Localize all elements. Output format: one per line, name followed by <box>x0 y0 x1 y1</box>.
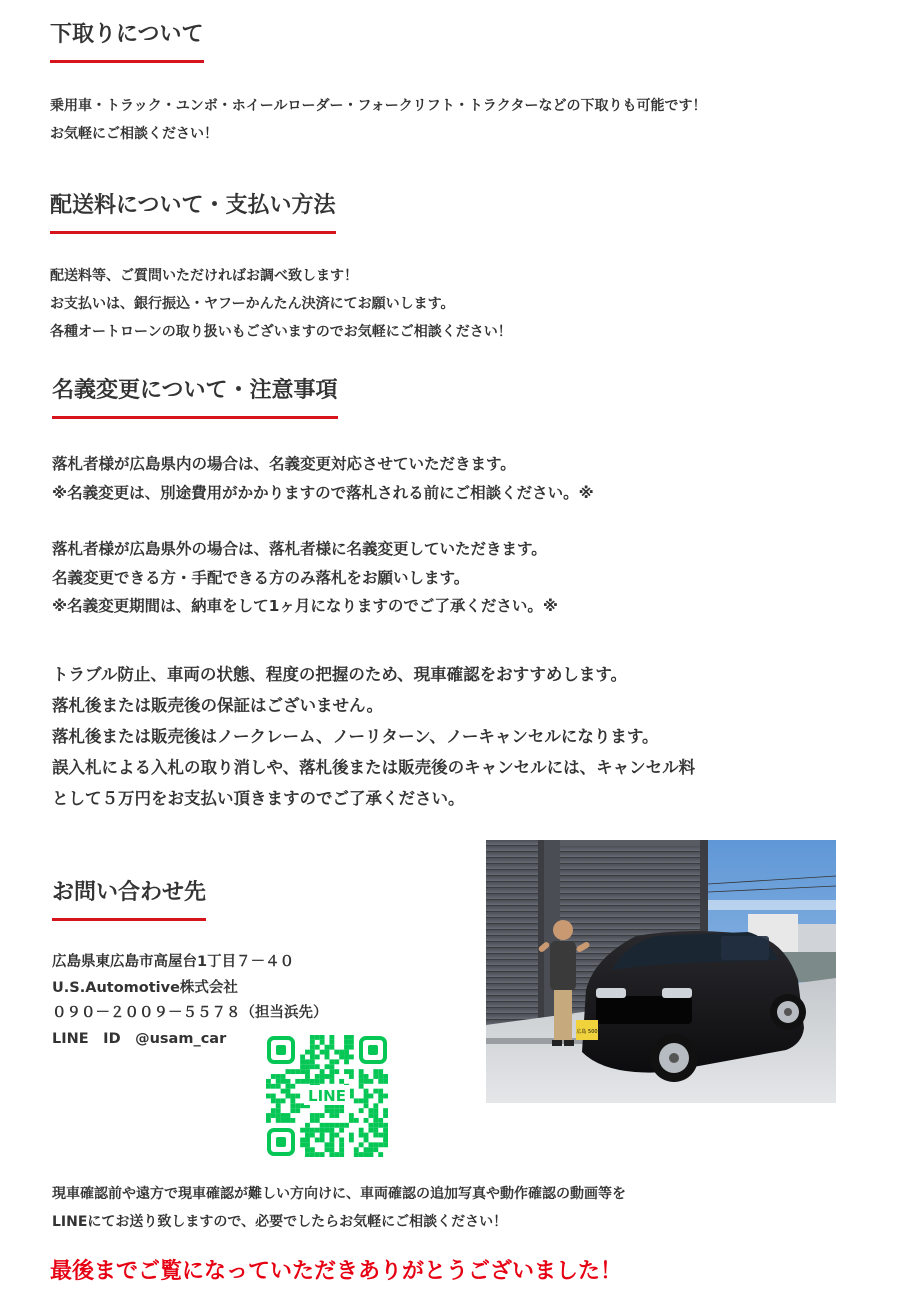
qr-module <box>368 1123 373 1128</box>
qr-module <box>286 1118 291 1123</box>
shipping-text <box>50 262 512 346</box>
qr-module <box>276 1084 281 1089</box>
qr-module <box>383 1074 388 1079</box>
text-line: お支払いは、銀行振込・ヤフーかんたん決済にてお願いします。 <box>50 296 455 312</box>
qr-module <box>290 1084 295 1089</box>
qr-module <box>368 1147 373 1152</box>
qr-module <box>325 1123 330 1128</box>
qr-module <box>378 1152 383 1157</box>
qr-module <box>349 1055 354 1060</box>
qr-module <box>325 1045 330 1050</box>
qr-module <box>354 1118 359 1123</box>
qr-module <box>300 1142 305 1147</box>
text-line: お気軽にご相談ください！ <box>50 126 218 142</box>
qr-module <box>286 1094 291 1099</box>
qr-module <box>354 1098 359 1103</box>
qr-module <box>310 1128 315 1133</box>
qr-module <box>373 1103 378 1108</box>
qr-module <box>305 1123 310 1128</box>
qr-module <box>364 1137 369 1142</box>
qr-module <box>329 1123 334 1128</box>
qr-module <box>295 1069 300 1074</box>
qr-module <box>325 1108 330 1113</box>
contact-heading <box>52 878 206 921</box>
qr-module <box>334 1152 339 1157</box>
qr-module <box>368 1113 373 1118</box>
qr-module <box>349 1133 354 1138</box>
qr-module <box>354 1147 359 1152</box>
qr-module <box>373 1147 378 1152</box>
qr-module <box>383 1137 388 1142</box>
qr-module <box>300 1128 305 1133</box>
qr-module <box>373 1118 378 1123</box>
qr-module <box>286 1084 291 1089</box>
qr-module <box>364 1079 369 1084</box>
qr-module <box>378 1094 383 1099</box>
qr-module <box>339 1079 344 1084</box>
qr-module <box>329 1133 334 1138</box>
qr-module <box>305 1147 310 1152</box>
qr-module <box>320 1074 325 1079</box>
qr-module <box>329 1035 334 1040</box>
qr-module <box>276 1103 281 1108</box>
qr-module <box>266 1094 271 1099</box>
qr-module <box>368 1142 373 1147</box>
qr-module <box>349 1045 354 1050</box>
qr-module <box>315 1035 320 1040</box>
qr-module <box>378 1069 383 1074</box>
text-line: トラブル防止、車両の状態、程度の把握のため、現車確認をおすすめします。 <box>52 665 628 684</box>
qr-module <box>281 1098 286 1103</box>
qr-module <box>325 1147 330 1152</box>
qr-module <box>364 1074 369 1079</box>
qr-module <box>378 1118 383 1123</box>
transfer-title: 名義変更について・注意事項 <box>52 378 338 403</box>
qr-module <box>300 1059 305 1064</box>
qr-module <box>276 1079 281 1084</box>
qr-module <box>349 1035 354 1040</box>
qr-module <box>339 1128 344 1133</box>
qr-module <box>310 1040 315 1045</box>
qr-module <box>310 1113 315 1118</box>
qr-module <box>359 1128 364 1133</box>
qr-module <box>320 1079 325 1084</box>
qr-module <box>305 1133 310 1138</box>
transfer-text-1 <box>52 450 594 507</box>
qr-module <box>295 1103 300 1108</box>
shipping-underline <box>50 231 336 234</box>
qr-module <box>329 1113 334 1118</box>
qr-module <box>286 1113 291 1118</box>
text-line: 誤入札による入札の取り消しや、落札後または販売後のキャンセルには、キャンセル料 <box>52 758 696 777</box>
qr-module <box>290 1094 295 1099</box>
qr-module <box>339 1147 344 1152</box>
qr-module <box>310 1064 315 1069</box>
qr-module <box>276 1108 281 1113</box>
qr-module <box>300 1137 305 1142</box>
qr-module <box>290 1108 295 1113</box>
qr-module <box>305 1059 310 1064</box>
qr-module <box>320 1128 325 1133</box>
qr-module <box>349 1074 354 1079</box>
qr-module <box>310 1118 315 1123</box>
qr-module <box>373 1069 378 1074</box>
qr-module <box>378 1074 383 1079</box>
qr-module <box>368 1079 373 1084</box>
qr-module <box>359 1108 364 1113</box>
qr-module <box>368 1108 373 1113</box>
qr-module <box>364 1103 369 1108</box>
transfer-text-3 <box>52 659 695 814</box>
qr-module <box>320 1137 325 1142</box>
qr-module <box>329 1128 334 1133</box>
contact-line-id: LINE ID @usam_car <box>52 1030 227 1047</box>
qr-module <box>310 1035 315 1040</box>
qr-module <box>349 1069 354 1074</box>
qr-module <box>339 1137 344 1142</box>
qr-module <box>295 1094 300 1099</box>
qr-module <box>344 1069 349 1074</box>
qr-module <box>310 1050 315 1055</box>
license-plate: 広島 500 <box>576 1029 598 1035</box>
qr-module <box>320 1123 325 1128</box>
qr-module <box>329 1137 334 1142</box>
qr-module <box>325 1074 330 1079</box>
qr-module <box>383 1123 388 1128</box>
contact-title: お問い合わせ先 <box>52 880 207 905</box>
qr-module <box>368 1152 373 1157</box>
qr-module <box>359 1074 364 1079</box>
qr-module <box>334 1133 339 1138</box>
qr-module <box>378 1123 383 1128</box>
qr-module <box>315 1152 320 1157</box>
qr-module <box>383 1108 388 1113</box>
qr-module <box>305 1128 310 1133</box>
qr-module <box>329 1064 334 1069</box>
tradein-underline <box>50 60 204 63</box>
qr-module <box>266 1084 271 1089</box>
qr-module <box>383 1079 388 1084</box>
qr-module <box>383 1113 388 1118</box>
qr-module <box>329 1079 334 1084</box>
qr-module <box>276 1074 281 1079</box>
qr-module <box>344 1059 349 1064</box>
contact-company: U.S.Automotive株式会社 <box>52 979 238 996</box>
text-line: として５万円をお支払い頂きますのでご了承ください。 <box>52 789 465 808</box>
qr-module <box>320 1113 325 1118</box>
qr-module <box>305 1074 310 1079</box>
qr-module <box>281 1113 286 1118</box>
qr-module <box>320 1152 325 1157</box>
qr-module <box>266 1079 271 1084</box>
qr-module <box>315 1074 320 1079</box>
closing-message: 最後までご覧になっていただきありがとうございました！ <box>50 1259 623 1284</box>
shipping-heading <box>50 191 336 234</box>
qr-module <box>344 1035 349 1040</box>
qr-module <box>281 1074 286 1079</box>
text-line: ※名義変更は、別途費用がかかりますので落札される前にご相談ください。※ <box>52 483 594 502</box>
qr-module <box>286 1079 291 1084</box>
qr-module <box>305 1069 310 1074</box>
qr-module <box>325 1050 330 1055</box>
qr-module <box>359 1142 364 1147</box>
qr-module <box>339 1152 344 1157</box>
tradein-title: 下取りについて <box>50 22 204 47</box>
qr-module <box>271 1113 276 1118</box>
qr-module <box>310 1055 315 1060</box>
text-line: 配送料等、ご質問いただければお調べ致します！ <box>50 268 358 284</box>
qr-module <box>344 1123 349 1128</box>
qr-module <box>305 1079 310 1084</box>
qr-module <box>339 1142 344 1147</box>
qr-module <box>378 1079 383 1084</box>
qr-module <box>349 1113 354 1118</box>
text-line: 落札者様が広島県内の場合は、名義変更対応させていただきます。 <box>52 455 516 473</box>
qr-module <box>276 1113 281 1118</box>
qr-module <box>315 1128 320 1133</box>
qr-module <box>305 1050 310 1055</box>
qr-module <box>310 1152 315 1157</box>
text-line: 各種オートローンの取り扱いもございますのでお気軽にご相談ください！ <box>50 324 512 340</box>
qr-module <box>378 1133 383 1138</box>
text-line: 落札者様が広島県外の場合は、落札者様に名義変更していただきます。 <box>52 540 547 558</box>
qr-module <box>329 1152 334 1157</box>
qr-module <box>329 1074 334 1079</box>
contact-phone: ０９０－２００９－５５７８（担当浜先） <box>52 1005 328 1021</box>
qr-module <box>329 1142 334 1147</box>
qr-module <box>373 1089 378 1094</box>
qr-module <box>300 1064 305 1069</box>
qr-module <box>378 1098 383 1103</box>
qr-module <box>359 1133 364 1138</box>
qr-module <box>315 1045 320 1050</box>
qr-module <box>310 1079 315 1084</box>
qr-module <box>266 1118 271 1123</box>
text-line: 名義変更できる方・手配できる方のみ落札をお願いします。 <box>52 568 470 587</box>
text-line: 乗用車・トラック・ユンボ・ホイールローダー・フォークリフト・トラクターなどの下取りも可能です！ <box>50 98 707 114</box>
qr-module <box>359 1079 364 1084</box>
qr-module <box>271 1074 276 1079</box>
qr-module <box>339 1055 344 1060</box>
qr-module <box>329 1059 334 1064</box>
tradein-text <box>50 92 706 148</box>
qr-module <box>334 1123 339 1128</box>
qr-module <box>359 1152 364 1157</box>
qr-module <box>290 1103 295 1108</box>
qr-module <box>364 1118 369 1123</box>
qr-module <box>320 1069 325 1074</box>
qr-module <box>329 1045 334 1050</box>
qr-module <box>300 1069 305 1074</box>
qr-module <box>364 1152 369 1157</box>
qr-module <box>339 1050 344 1055</box>
qr-module <box>354 1152 359 1157</box>
qr-module <box>325 1055 330 1060</box>
qr-module <box>266 1113 271 1118</box>
qr-module <box>325 1128 330 1133</box>
qr-module <box>373 1113 378 1118</box>
qr-module <box>364 1147 369 1152</box>
qr-module <box>300 1055 305 1060</box>
qr-module <box>373 1128 378 1133</box>
qr-module <box>334 1113 339 1118</box>
qr-module <box>271 1084 276 1089</box>
qr-module <box>315 1118 320 1123</box>
qr-module <box>276 1118 281 1123</box>
contact-underline <box>52 918 206 921</box>
qr-module <box>383 1142 388 1147</box>
qr-module <box>310 1147 315 1152</box>
qr-module <box>359 1084 364 1089</box>
qr-module <box>271 1098 276 1103</box>
text-line: LINEにてお送り致しますので、必要でしたらお気軽にご相談ください！ <box>52 1214 508 1230</box>
qr-module <box>276 1098 281 1103</box>
qr-module <box>334 1050 339 1055</box>
line-qr-code[interactable] <box>266 1035 388 1157</box>
qr-module <box>305 1152 310 1157</box>
qr-module <box>315 1064 320 1069</box>
qr-module <box>315 1055 320 1060</box>
qr-module <box>281 1118 286 1123</box>
qr-module <box>310 1059 315 1064</box>
qr-module <box>286 1069 291 1074</box>
qr-module <box>334 1069 339 1074</box>
video-info <box>52 1180 626 1236</box>
qr-module <box>378 1089 383 1094</box>
qr-module <box>378 1142 383 1147</box>
qr-module <box>359 1069 364 1074</box>
qr-module <box>364 1098 369 1103</box>
qr-module <box>320 1040 325 1045</box>
qr-module <box>271 1108 276 1113</box>
qr-module <box>320 1133 325 1138</box>
qr-module <box>315 1113 320 1118</box>
transfer-text-2 <box>52 535 558 621</box>
qr-line-label: LINE <box>308 1087 346 1105</box>
contact-address: 広島県東広島市高屋台1丁目７－４０ <box>52 954 295 970</box>
qr-module <box>383 1128 388 1133</box>
qr-module <box>329 1108 334 1113</box>
text-line: 落札後または販売後はノークレーム、ノーリターン、ノーキャンセルになります。 <box>52 727 659 746</box>
qr-module <box>364 1094 369 1099</box>
qr-module <box>281 1079 286 1084</box>
qr-module <box>344 1050 349 1055</box>
qr-module <box>290 1069 295 1074</box>
qr-module <box>383 1094 388 1099</box>
qr-module <box>334 1059 339 1064</box>
qr-module <box>305 1064 310 1069</box>
qr-module <box>315 1079 320 1084</box>
shipping-title: 配送料について・支払い方法 <box>50 193 336 218</box>
qr-module <box>320 1050 325 1055</box>
qr-module <box>344 1055 349 1060</box>
text-line: 現車確認前や遠方で現車確認が難しい方向けに、車両確認の追加写真や動作確認の動画等を <box>52 1186 626 1202</box>
transfer-underline <box>52 416 338 419</box>
qr-module <box>320 1035 325 1040</box>
qr-module <box>329 1069 334 1074</box>
qr-module <box>344 1045 349 1050</box>
qr-module <box>310 1045 315 1050</box>
qr-module <box>286 1089 291 1094</box>
qr-module <box>339 1108 344 1113</box>
qr-module <box>295 1108 300 1113</box>
qr-module <box>334 1108 339 1113</box>
qr-module <box>349 1118 354 1123</box>
qr-module <box>300 1079 305 1084</box>
qr-module <box>305 1142 310 1147</box>
text-line: 落札後または販売後の保証はございません。 <box>52 696 383 715</box>
qr-module <box>305 1137 310 1142</box>
qr-module <box>310 1133 315 1138</box>
qr-module <box>373 1074 378 1079</box>
tradein-heading <box>50 20 204 63</box>
qr-module <box>339 1123 344 1128</box>
qr-module <box>368 1128 373 1133</box>
qr-module <box>349 1137 354 1142</box>
qr-module <box>364 1089 369 1094</box>
qr-module <box>295 1079 300 1084</box>
qr-module <box>373 1142 378 1147</box>
qr-module <box>290 1118 295 1123</box>
qr-module <box>329 1147 334 1152</box>
qr-module <box>373 1133 378 1138</box>
qr-module <box>368 1094 373 1099</box>
qr-module <box>315 1137 320 1142</box>
qr-module <box>373 1108 378 1113</box>
qr-module <box>329 1040 334 1045</box>
qr-module <box>373 1123 378 1128</box>
text-line: ※名義変更期間は、納車をして1ヶ月になりますのでご了承ください。※ <box>52 597 558 615</box>
qr-module <box>344 1040 349 1045</box>
qr-module <box>290 1098 295 1103</box>
transfer-heading <box>52 376 338 419</box>
qr-module <box>364 1133 369 1138</box>
qr-module <box>325 1142 330 1147</box>
qr-module <box>281 1089 286 1094</box>
qr-module <box>349 1040 354 1045</box>
qr-module <box>325 1064 330 1069</box>
qr-module <box>359 1098 364 1103</box>
car-photo <box>486 840 836 1103</box>
qr-module <box>271 1094 276 1099</box>
qr-module <box>383 1133 388 1138</box>
